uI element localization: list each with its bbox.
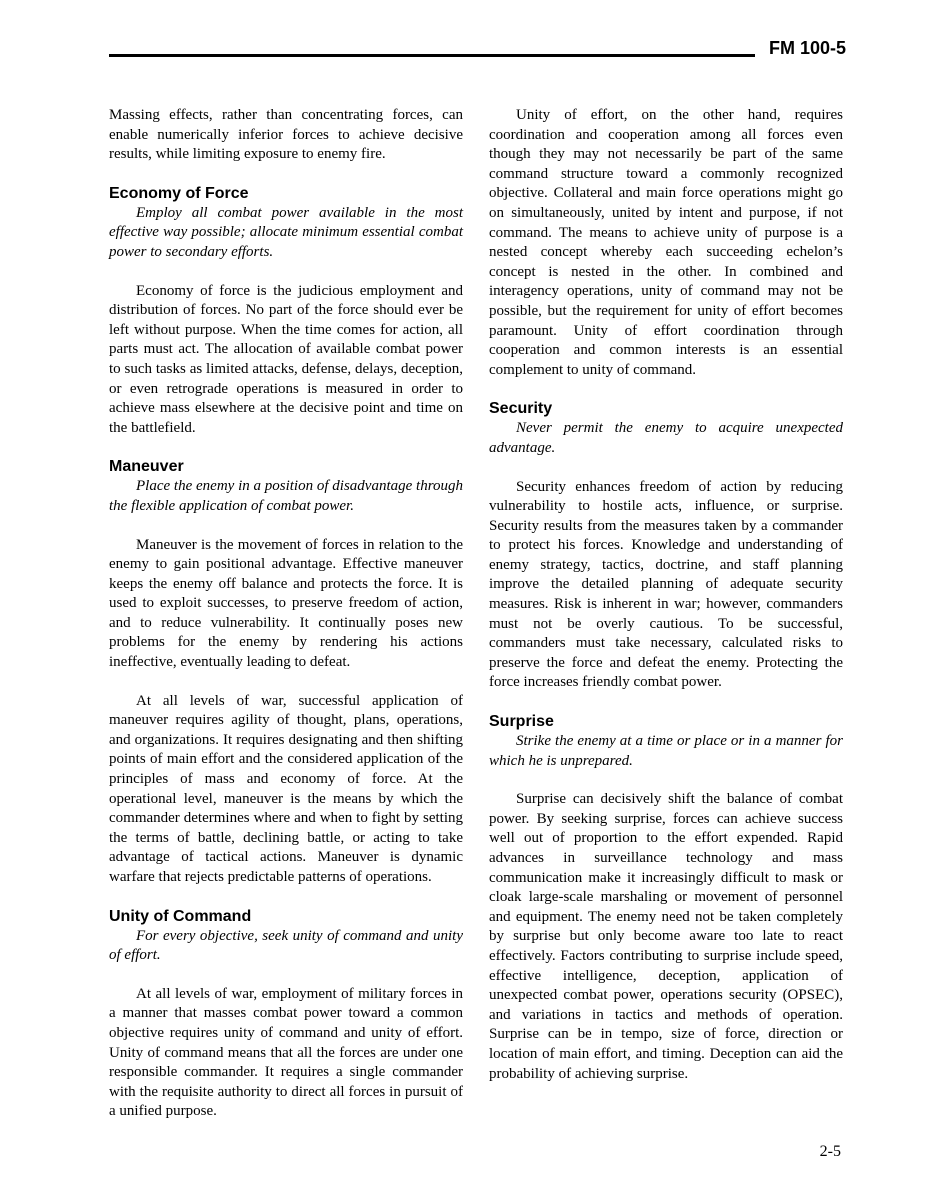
section-heading-surprise: Surprise bbox=[489, 713, 554, 731]
section-heading-security: Security bbox=[489, 400, 553, 418]
left-column bbox=[109, 106, 463, 1122]
principle-statement: Employ all combat power available in the most effective way possible; allocate minimum essential combat power to secondary efforts. bbox=[109, 204, 463, 260]
paragraph: At all levels of war, successful application of maneuver requires agility of thought, plans, operations, and organizations. It requires designating and then shifting points of main effort and the considered application of the principles of mass and economy of force. At the operational level, maneuver is the means by which the commander determines where and when to fight by setting the terms of battle, declining battle, or acting to take advantage of tactical actions. Maneuver is dynamic warfare that rejects predictable patterns of operations. bbox=[109, 692, 463, 885]
document-id: FM 100-5 bbox=[768, 38, 846, 58]
paragraph: Maneuver is the movement of forces in relation to the enemy to gain positional advantage. Effective maneuver keeps the enemy off balance and protects the force. It is used to exploit successes, to preserve freedom of action, and to reduce vulnerability. It continually poses new problems for the enemy by rendering his actions ineffective, eventually leading to defeat. bbox=[109, 536, 463, 671]
paragraph: Unity of effort, on the other hand, requires coordination and cooperation among all forces even though they may not necessarily be part of the same command structure toward a commonly recognized objective. Collateral and main force operations might go on simultaneously, united by intent and purpose, if not command. The means to achieve unity of purpose is a nested concept whereby each succeeding echelon’s concept is nested in the other. In combined and interagency operations, unity of command may not be possible, but the requirement for unity of effort becomes paramount. Unity of effort coordination through cooperation and common interests is an essential complement to unity of command. bbox=[489, 107, 843, 378]
paragraph: At all levels of war, employment of military forces in a manner that masses combat power toward a common objective requires unity of command and unity of effort. Unity of command means that all the forces are under one responsible commander. It requires a single commander with the requisite authority to direct all forces in pursuit of a unified purpose. bbox=[109, 985, 463, 1120]
principle-statement: For every objective, seek unity of command and unity of effort. bbox=[109, 927, 463, 964]
paragraph: Security enhances freedom of action by reducing vulnerability to hostile acts, influence, or surprise. Security results from the measures taken by a commander to protect his forces. Knowledge and understanding of enemy strategy, tactics, doctrine, and staff planning improve the detailed planning of adequate security measures. Risk is inherent in war; however, commanders must not be overly cautious. To be successful, commanders must take necessary, calculated risks to preserve the force and defeat the enemy. Protecting the force increases friendly combat power. bbox=[489, 478, 843, 691]
header-rule bbox=[109, 54, 755, 57]
section-heading-unity-of-command: Unity of Command bbox=[109, 907, 252, 925]
section-heading-maneuver: Maneuver bbox=[109, 458, 184, 476]
right-column bbox=[489, 106, 843, 1084]
section-heading-economy-of-force: Economy of Force bbox=[109, 184, 249, 202]
principle-statement: Strike the enemy at a time or place or in a manner for which he is unprepared. bbox=[489, 733, 843, 769]
paragraph: Massing effects, rather than concentrating forces, can enable numerically inferior forces to achieve decisive results, while limiting exposure to enemy fire. bbox=[109, 107, 463, 163]
paragraph: Surprise can decisively shift the balance of combat power. By seeking surprise, forces can achieve success well out of proportion to the effort expended. Rapid advances in surveillance technology and mass communication make it increasingly difficult to mask or cloak large-scale marshaling or movement of personnel and equipment. The enemy need not be taken completely by surprise but only become aware too late to react effectively. Factors contributing to surprise include speed, effective intelligence, deception, application of unexpected combat power, operations security (OPSEC), and variations in tactics and methods of operation. Surprise can be in tempo, size of force, direction or location of main effort, and timing. Deception can aid the probability of achieving surprise. bbox=[489, 791, 843, 1082]
principle-statement: Place the enemy in a position of disadvantage through the flexible application of combat power. bbox=[109, 478, 463, 514]
paragraph: Economy of force is the judicious employment and distribution of forces. No part of the force should ever be left without purpose. When the time comes for action, all parts must act. The allocation of available combat power to such tasks as limited attacks, defense, delays, deception, or even retrograde operations is measured in order to achieve mass elsewhere at the decisive point and time on the battlefield. bbox=[109, 282, 463, 436]
page-number: 2-5 bbox=[819, 1143, 841, 1160]
principle-statement: Never permit the enemy to acquire unexpected advantage. bbox=[489, 420, 843, 456]
